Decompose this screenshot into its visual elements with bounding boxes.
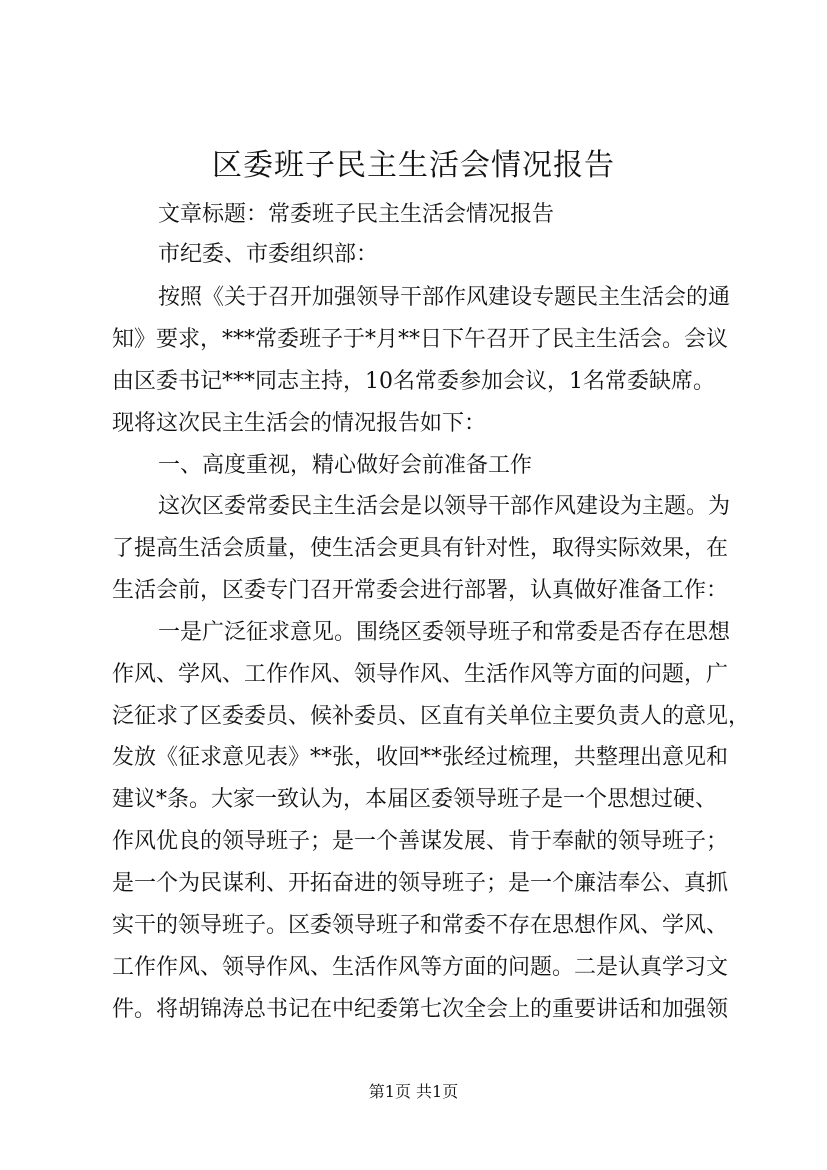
body-line: 由区委书记***同志主持，10名常委参加会议，1名常委缺席。 (112, 369, 715, 394)
section-heading: 一、高度重视，精心做好会前准备工作 (158, 453, 533, 478)
body-line: 是一个为民谋利、开拓奋进的领导班子；是一个廉洁奉公、真抓 (112, 871, 729, 896)
document-title: 区委班子民主生活会情况报告 (212, 148, 615, 183)
body-line: 这次区委常委民主生活会是以领导干部作风建设为主题。为 (158, 494, 731, 519)
article-title-line: 文章标题：常委班子民主生活会情况报告 (158, 202, 555, 227)
body-line: 现将这次民主生活会的情况报告如下： (112, 411, 487, 436)
body-line: 作风、学风、工作作风、领导作风、生活作风等方面的问题，广 (112, 662, 729, 687)
body-line: 泛征求了区委委员、候补委员、区直有关单位主要负责人的意见， (112, 704, 751, 729)
body-line: 知》要求，***常委班子于*月**日下午召开了民主生活会。会议 (112, 327, 729, 352)
body-line: 实干的领导班子。区委领导班子和常委不存在思想作风、学风、 (112, 913, 729, 938)
page-footer: 第1页 共1页 (368, 1082, 459, 1101)
body-line: 一是广泛征求意见。围绕区委领导班子和常委是否存在思想 (158, 620, 731, 645)
body-line: 作风优良的领导班子；是一个善谋发展、肯于奉献的领导班子； (112, 829, 729, 854)
body-line: 件。将胡锦涛总书记在中纪委第七次全会上的重要讲话和加强领 (112, 997, 729, 1022)
body-line: 按照《关于召开加强领导干部作风建设专题民主生活会的通 (158, 285, 731, 310)
body-line: 工作作风、领导作风、生活作风等方面的问题。二是认真学习文 (112, 955, 729, 980)
body-line: 发放《征求意见表》**张，收回**张经过梳理，共整理出意见和 (112, 745, 729, 770)
body-line: 生活会前，区委专门召开常委会进行部署，认真做好准备工作： (112, 578, 729, 603)
body-line: 了提高生活会质量，使生活会更具有针对性，取得实际效果，在 (112, 536, 729, 561)
salutation-line: 市纪委、市委组织部： (158, 242, 379, 267)
body-line: 建议*条。大家一致认为，本届区委领导班子是一个思想过硬、 (112, 787, 718, 812)
